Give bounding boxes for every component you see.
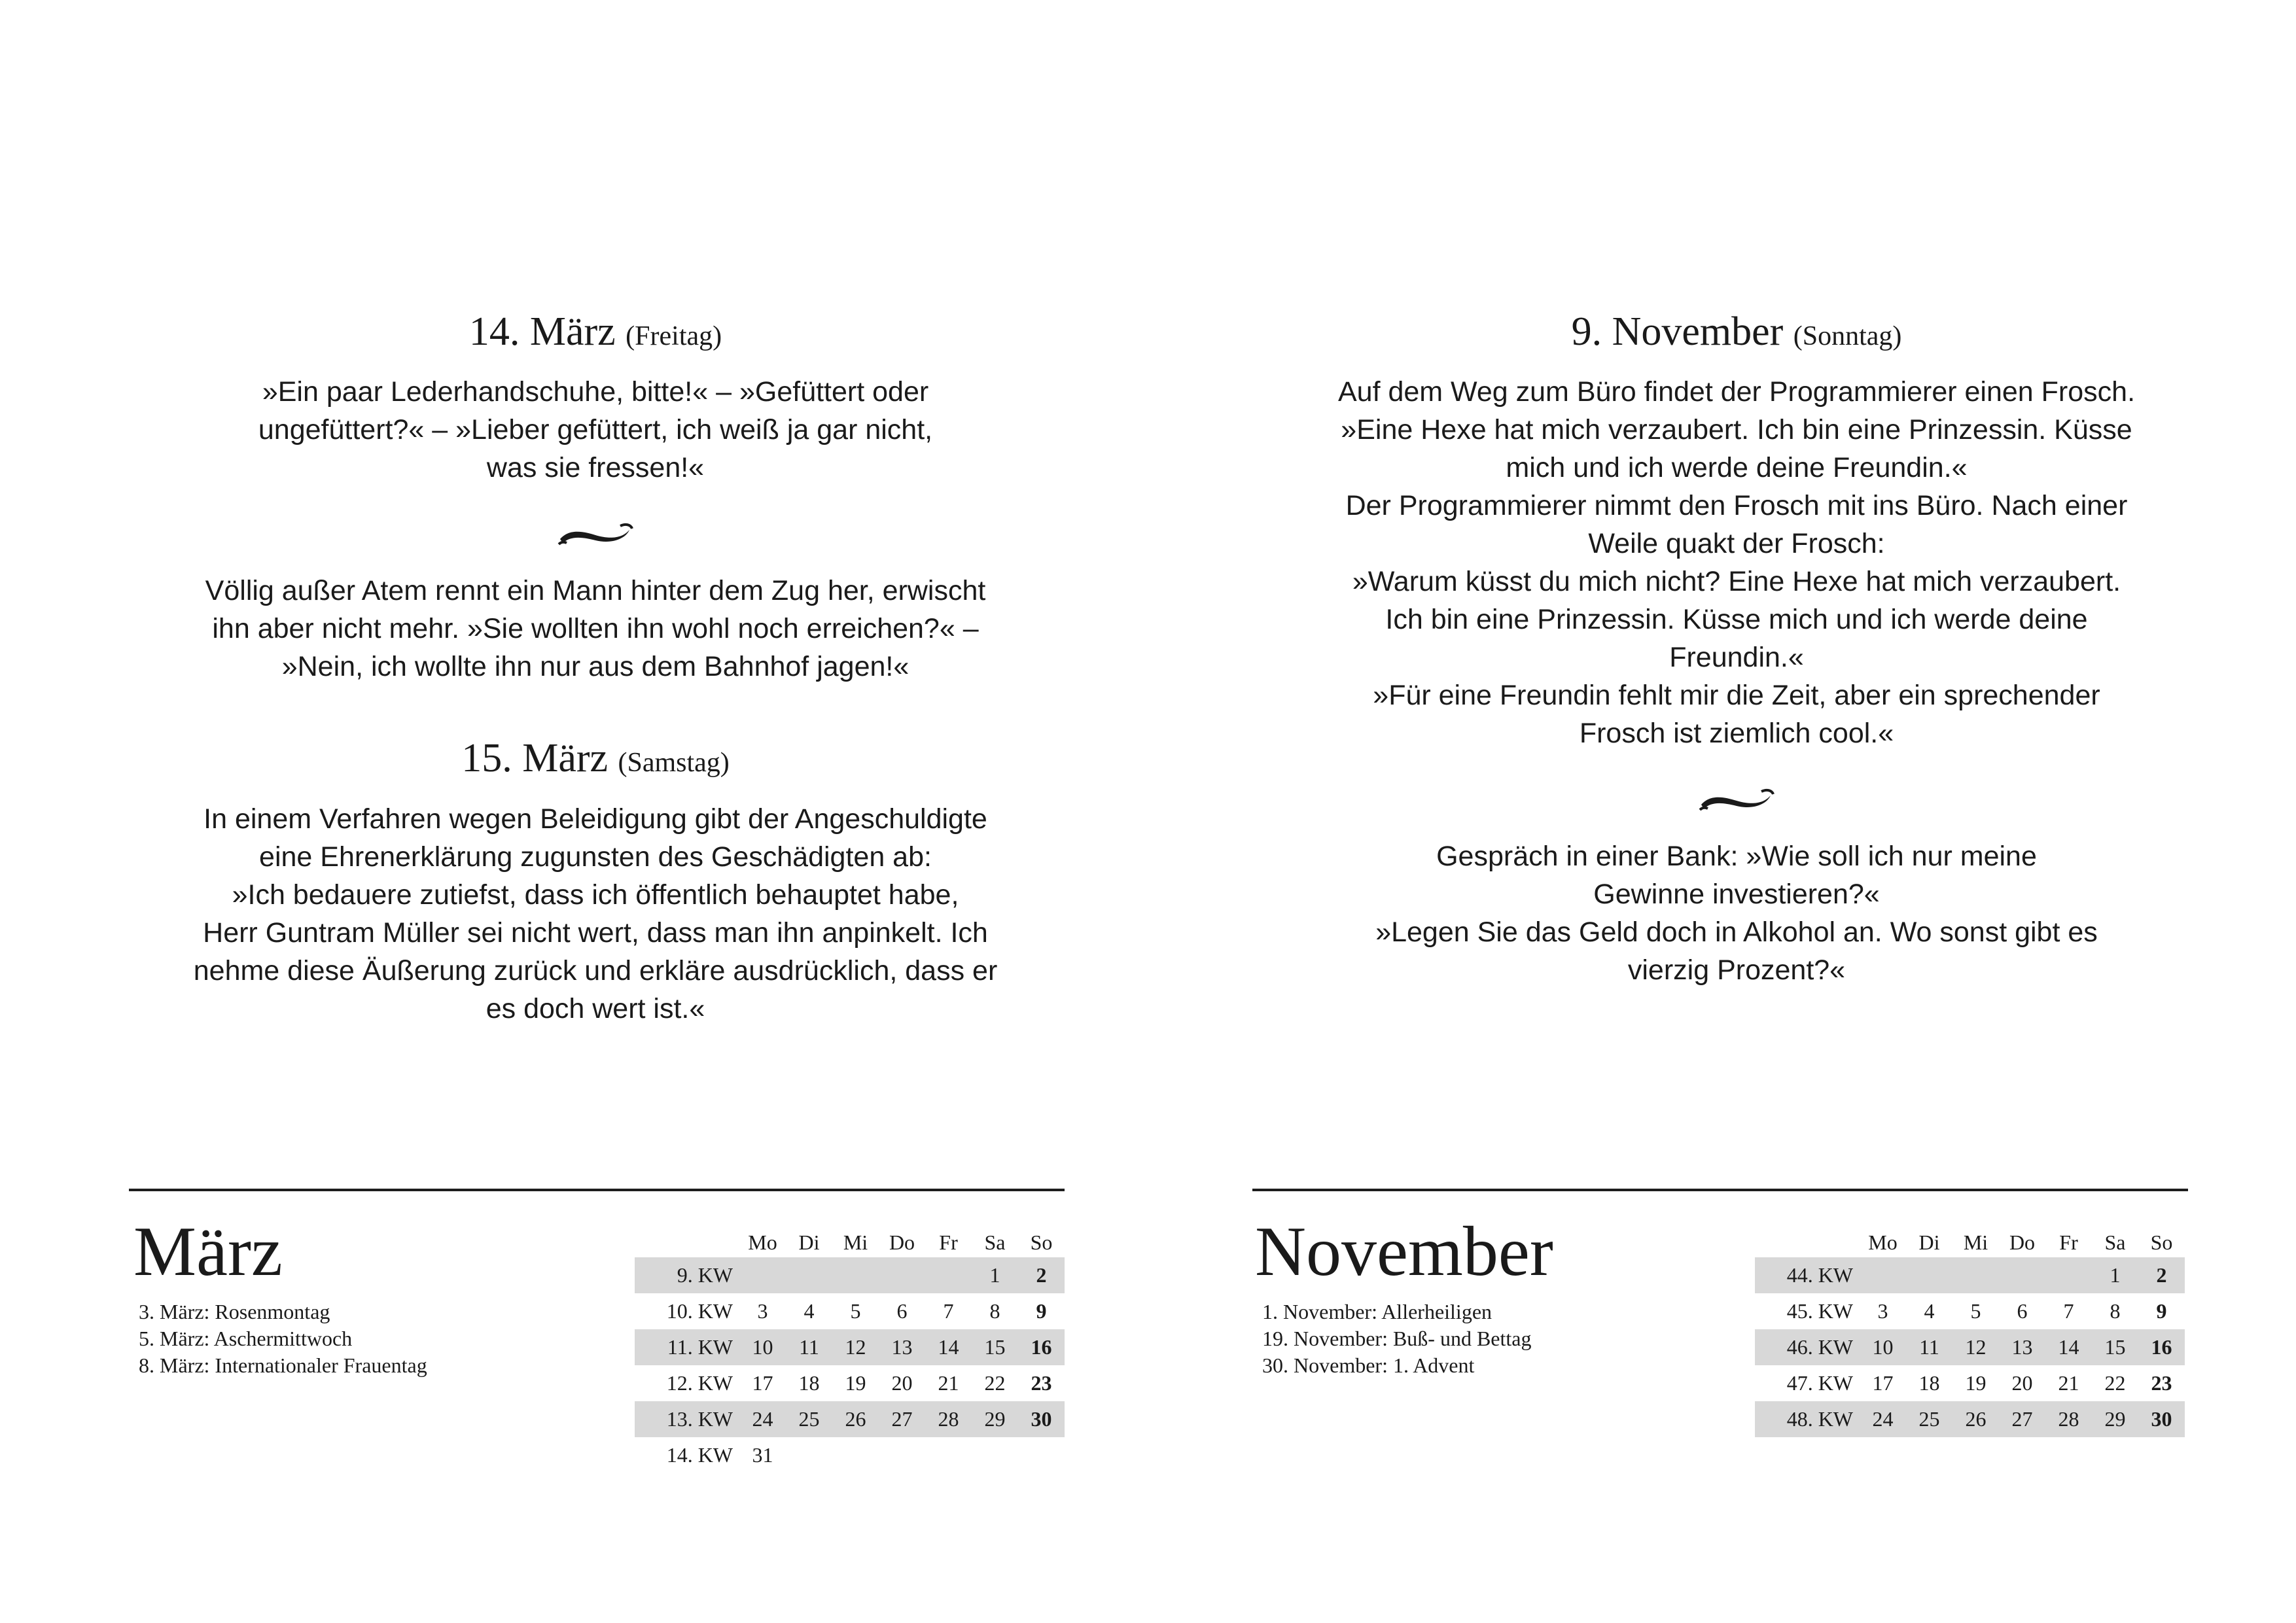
calendar-day: 5	[1970, 1299, 1981, 1323]
calendar-week-row	[635, 1437, 1065, 1473]
calendar-week-row	[635, 1257, 1065, 1293]
holiday-item: 8. März: Internationaler Frauentag	[139, 1353, 427, 1377]
week-number: 46. KW	[1786, 1335, 1853, 1359]
calendar-day: 10	[1872, 1335, 1894, 1359]
day-heading	[170, 734, 1021, 782]
calendar-week-row	[1755, 1257, 2185, 1293]
joke-line: »Für eine Freundin fehlt mir die Zeit, aber ein sprechender	[1373, 680, 2100, 712]
joke-line: »Legen Sie das Geld doch in Alkohol an. Wo sonst gibt es	[1375, 916, 2098, 949]
month-calendar	[635, 1227, 1065, 1473]
calendar-day: 27	[891, 1407, 913, 1431]
holiday-item: 3. März: Rosenmontag	[139, 1300, 330, 1323]
calendar-divider	[1252, 1189, 2188, 1191]
holiday-item: 1. November: Allerheiligen	[1262, 1300, 1492, 1323]
calendar-week-row	[1755, 1329, 2185, 1365]
weekday-label: Do	[2009, 1230, 2036, 1254]
week-number: 10. KW	[666, 1299, 733, 1323]
joke-line: Völlig außer Atem rennt ein Mann hinter dem Zug her, erwischt	[205, 575, 986, 607]
joke-line: es doch wert ist.«	[486, 992, 705, 1024]
calendar-divider	[129, 1189, 1065, 1191]
joke-line: »Warum küsst du mich nicht? Eine Hexe hat mich verzaubert.	[1352, 566, 2121, 598]
calendar-day: 18	[798, 1371, 820, 1395]
calendar-day: 29	[984, 1407, 1006, 1431]
swash-ornament-icon	[556, 519, 635, 550]
month-calendar	[1755, 1227, 2185, 1437]
joke-line: ungefüttert?« – »Lieber gefüttert, ich weiß ja gar nicht,	[258, 414, 933, 446]
calendar-day: 20	[891, 1371, 913, 1395]
joke-text	[1311, 837, 2162, 989]
calendar-week-row	[635, 1329, 1065, 1365]
calendar-day: 13	[891, 1335, 913, 1359]
week-number: 9. KW	[677, 1263, 733, 1287]
joke-line: Gespräch in einer Bank: »Wie soll ich nur meine	[1436, 841, 2037, 873]
calendar-day: 6	[2017, 1299, 2028, 1323]
month-title: November	[1255, 1213, 1553, 1291]
joke-line: Herr Guntram Müller sei nicht wert, dass man ihn anpinkelt. Ich	[203, 916, 988, 949]
calendar-day: 21	[938, 1371, 959, 1395]
calendar-day: 3	[1877, 1299, 1888, 1323]
calendar-day: 19	[845, 1371, 866, 1395]
week-number: 45. KW	[1786, 1299, 1853, 1323]
calendar-day: 28	[2058, 1407, 2079, 1431]
joke-text	[170, 800, 1021, 1028]
calendar-day: 26	[1965, 1407, 1987, 1431]
joke-line: »Ich bedauere zutiefst, dass ich öffentlich behauptet habe,	[232, 879, 959, 911]
weekday-label: Fr	[939, 1230, 958, 1254]
calendar-day: 25	[1918, 1407, 1940, 1431]
joke-line: vierzig Prozent?«	[1627, 954, 1846, 986]
calendar-day: 1	[2110, 1263, 2121, 1287]
holiday-item: 30. November: 1. Advent	[1262, 1353, 1475, 1377]
date-label: 9. November	[1571, 309, 1784, 354]
calendar-day: 26	[845, 1407, 866, 1431]
calendar-day: 12	[1965, 1335, 1987, 1359]
calendar-day: 30	[1031, 1407, 1052, 1431]
calendar-week-row	[635, 1365, 1065, 1401]
right-text-column	[1311, 0, 2162, 989]
week-number: 47. KW	[1786, 1371, 1853, 1395]
calendar-day: 14	[938, 1335, 959, 1359]
date-label: 15. März	[461, 736, 608, 781]
calendar-day: 30	[2151, 1407, 2172, 1431]
joke-text	[170, 373, 1021, 487]
calendar-day: 8	[2110, 1299, 2121, 1323]
week-number: 13. KW	[666, 1407, 733, 1431]
holiday-item: 5. März: Aschermittwoch	[139, 1327, 353, 1350]
weekday-label: (Freitag)	[626, 321, 722, 351]
calendar-weekday-header	[635, 1227, 1065, 1257]
holiday-item: 19. November: Buß- und Bettag	[1262, 1327, 1532, 1350]
weekday-label: So	[2150, 1230, 2173, 1254]
calendar-week-row	[635, 1293, 1065, 1329]
day-heading	[1311, 307, 2162, 356]
joke-line: was sie fressen!«	[486, 452, 705, 484]
holiday-list	[139, 1299, 427, 1379]
date-label: 14. März	[468, 309, 616, 354]
joke-line: Frosch ist ziemlich cool.«	[1579, 718, 1894, 750]
calendar-day: 24	[1872, 1407, 1894, 1431]
calendar-day: 12	[845, 1335, 866, 1359]
day-heading	[170, 307, 1021, 356]
weekday-label: (Samstag)	[618, 748, 730, 778]
weekday-label: Do	[889, 1230, 915, 1254]
calendar-day: 14	[2058, 1335, 2079, 1359]
calendar-day: 29	[2104, 1407, 2126, 1431]
calendar-day: 7	[943, 1299, 954, 1323]
weekday-label: Mi	[843, 1230, 868, 1254]
joke-line: eine Ehrenerklärung zugunsten des Geschädigten ab:	[259, 841, 932, 873]
calendar-day: 4	[1924, 1299, 1935, 1323]
calendar-day: 23	[1031, 1371, 1052, 1395]
calendar-day: 15	[984, 1335, 1006, 1359]
joke-line: In einem Verfahren wegen Beleidigung gibt der Angeschuldigte	[203, 803, 987, 835]
calendar-day: 28	[938, 1407, 959, 1431]
calendar-day: 18	[1918, 1371, 1940, 1395]
joke-line: ihn aber nicht mehr. »Sie wollten ihn wohl noch erreichen?« –	[212, 613, 979, 645]
calendar-day: 23	[2151, 1371, 2172, 1395]
weekday-label: Mi	[1963, 1230, 1988, 1254]
joke-line: Ich bin eine Prinzessin. Küsse mich und ich werde deine	[1385, 604, 2088, 636]
weekday-label: Sa	[984, 1230, 1006, 1254]
swash-ornament-icon	[1697, 785, 1776, 815]
holiday-list	[1262, 1299, 1531, 1379]
weekday-label: Di	[798, 1230, 820, 1254]
month-title: März	[133, 1213, 283, 1291]
calendar-day: 15	[2104, 1335, 2126, 1359]
calendar-day: 25	[798, 1407, 820, 1431]
calendar-day: 24	[752, 1407, 773, 1431]
calendar-day: 9	[2156, 1299, 2167, 1323]
joke-line: nehme diese Äußerung zurück und erkläre ausdrücklich, dass er	[193, 954, 998, 986]
joke-line: mich und ich werde deine Freundin.«	[1506, 452, 1968, 484]
weekday-label: (Sonntag)	[1793, 321, 1902, 351]
calendar-day: 31	[752, 1443, 773, 1467]
calendar-day: 17	[752, 1371, 773, 1395]
calendar-week-row	[1755, 1401, 2185, 1437]
week-number: 14. KW	[666, 1443, 733, 1467]
joke-line: »Nein, ich wollte ihn nur aus dem Bahnhof jagen!«	[281, 651, 910, 683]
calendar-week-row	[1755, 1293, 2185, 1329]
calendar-day: 10	[752, 1335, 773, 1359]
calendar-day: 11	[799, 1335, 819, 1359]
weekday-label: Sa	[2104, 1230, 2126, 1254]
weekday-label: Mo	[1868, 1230, 1898, 1254]
joke-line: Der Programmierer nimmt den Frosch mit ins Büro. Nach einer	[1345, 490, 2128, 522]
left-text-column	[170, 0, 1021, 1028]
calendar-day: 27	[2011, 1407, 2033, 1431]
calendar-day: 7	[2063, 1299, 2074, 1323]
calendar-day: 6	[896, 1299, 908, 1323]
calendar-day: 16	[1031, 1335, 1052, 1359]
calendar-day: 17	[1872, 1371, 1894, 1395]
calendar-weekday-header	[1755, 1227, 2185, 1257]
calendar-day: 20	[2011, 1371, 2033, 1395]
joke-line: Weile quakt der Frosch:	[1588, 528, 1885, 560]
calendar-day: 22	[2104, 1371, 2126, 1395]
calendar-day: 2	[1036, 1263, 1047, 1287]
joke-line: »Ein paar Lederhandschuhe, bitte!« – »Gefüttert oder	[262, 376, 929, 408]
weekday-label: Mo	[748, 1230, 777, 1254]
week-number: 11. KW	[667, 1335, 733, 1359]
calendar-day: 9	[1036, 1299, 1047, 1323]
calendar-day: 3	[757, 1299, 768, 1323]
calendar-day: 13	[2011, 1335, 2033, 1359]
weekday-label: So	[1030, 1230, 1053, 1254]
right-page	[1148, 0, 2296, 1623]
weekday-label: Fr	[2059, 1230, 2078, 1254]
joke-line: Auf dem Weg zum Büro findet der Programmierer einen Frosch.	[1337, 376, 2136, 408]
calendar-week-row	[1755, 1365, 2185, 1401]
joke-line: »Eine Hexe hat mich verzaubert. Ich bin eine Prinzessin. Küsse	[1341, 414, 2132, 446]
calendar-day: 5	[850, 1299, 861, 1323]
weekday-label: Di	[1918, 1230, 1940, 1254]
calendar-week-row	[635, 1401, 1065, 1437]
joke-line: Freundin.«	[1669, 642, 1804, 674]
calendar-day: 2	[2156, 1263, 2167, 1287]
week-number: 12. KW	[666, 1371, 733, 1395]
calendar-day: 21	[2058, 1371, 2079, 1395]
calendar-day: 16	[2151, 1335, 2172, 1359]
joke-text	[170, 572, 1021, 686]
week-number: 48. KW	[1786, 1407, 1853, 1431]
joke-text	[1311, 373, 2162, 752]
calendar-day: 1	[989, 1263, 1000, 1287]
week-number: 44. KW	[1786, 1263, 1853, 1287]
calendar-day: 11	[1919, 1335, 1939, 1359]
calendar-day: 19	[1965, 1371, 1987, 1395]
calendar-day: 4	[804, 1299, 815, 1323]
calendar-day: 22	[984, 1371, 1006, 1395]
joke-line: Gewinne investieren?«	[1593, 879, 1880, 911]
calendar-day: 8	[989, 1299, 1000, 1323]
